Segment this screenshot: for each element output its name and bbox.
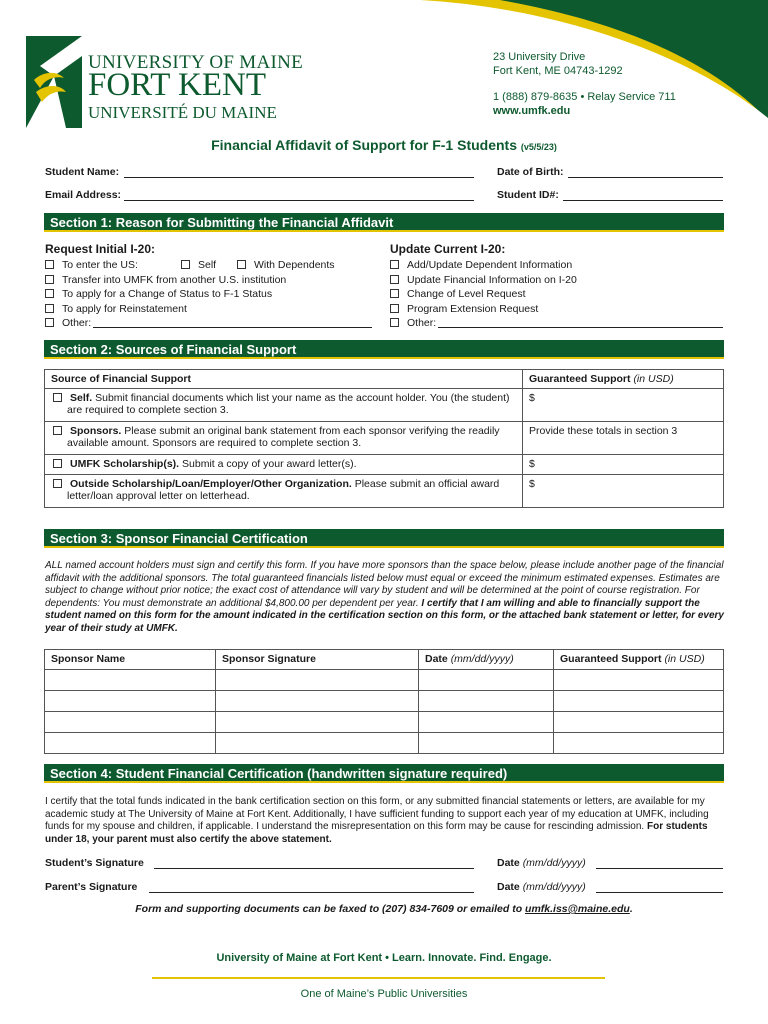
checkbox[interactable] bbox=[53, 393, 62, 402]
sponsor-signature-cell[interactable] bbox=[216, 712, 419, 733]
checkbox[interactable] bbox=[390, 275, 399, 284]
student-id-field[interactable] bbox=[563, 200, 723, 201]
website-link[interactable]: www.umfk.edu bbox=[493, 105, 571, 117]
initial-i20-heading: Request Initial I-20: bbox=[45, 242, 156, 256]
sponsor-date-cell[interactable] bbox=[419, 733, 554, 754]
student-date-label bbox=[497, 857, 586, 869]
address-line1: 23 University Drive bbox=[493, 51, 586, 63]
student-signature-label: Student’s Signature bbox=[45, 857, 144, 869]
footer-divider bbox=[152, 977, 605, 979]
form-title bbox=[0, 137, 768, 153]
option-with-dependents[interactable] bbox=[237, 259, 335, 271]
checkbox[interactable] bbox=[181, 260, 190, 269]
amount-scholarship[interactable]: $ bbox=[523, 455, 724, 475]
sponsor-signature-cell[interactable] bbox=[216, 691, 419, 712]
source-name: Self. bbox=[70, 392, 93, 404]
source-sponsors[interactable] bbox=[45, 422, 523, 455]
phone: 1 (888) 879-8635 • Relay Service 711 bbox=[493, 91, 676, 103]
update-i20-heading: Update Current I-20: bbox=[390, 242, 506, 256]
col-sponsor-name: Sponsor Name bbox=[45, 650, 216, 670]
option-update-financial[interactable] bbox=[390, 274, 577, 286]
sponsor-name-cell[interactable] bbox=[45, 691, 216, 712]
checkbox[interactable] bbox=[45, 304, 54, 313]
option-label: To apply for Reinstatement bbox=[62, 303, 187, 315]
section3-bold-text: I certify that I am willing and able to financially support the student named on this form for the amount indicated in the certification section on this form, or the attached bank statement or letter, for every year of their study at UMFK. bbox=[45, 597, 724, 634]
source-self[interactable] bbox=[45, 389, 523, 422]
footer-tagline: University of Maine at Fort Kent • Learn. Innovate. Find. Engage. bbox=[216, 952, 552, 964]
checkbox[interactable] bbox=[45, 318, 54, 327]
logo-line3: UNIVERSITÉ DU MAINE bbox=[88, 103, 277, 122]
student-name-label: Student Name: bbox=[45, 166, 120, 178]
section4-header: Section 4: Student Financial Certification (handwritten signature required) bbox=[44, 764, 724, 783]
option-label: To enter the US: bbox=[62, 259, 138, 271]
logo-line1: UNIVERSITY OF MAINE bbox=[88, 52, 304, 73]
sponsor-name-cell[interactable] bbox=[45, 670, 216, 691]
checkbox[interactable] bbox=[45, 289, 54, 298]
option-label: Transfer into UMFK from another U.S. institution bbox=[62, 274, 287, 286]
option-change-level[interactable] bbox=[390, 288, 526, 300]
student-signature-field[interactable] bbox=[154, 868, 474, 869]
checkbox[interactable] bbox=[53, 479, 62, 488]
col-guaranteed-support bbox=[554, 650, 724, 670]
student-id-label: Student ID#: bbox=[497, 189, 559, 201]
col-guaranteed-support-label: Guaranteed Support bbox=[560, 653, 662, 665]
table-row bbox=[45, 475, 724, 508]
sponsor-date-cell[interactable] bbox=[419, 712, 554, 733]
fax-text: Form and supporting documents can be faxed to (207) 834-7609 or emailed to bbox=[135, 903, 523, 915]
student-name-field[interactable] bbox=[124, 177, 474, 178]
option-add-dependent[interactable] bbox=[390, 259, 572, 271]
date-format: (mm/dd/yyyy) bbox=[522, 857, 586, 869]
sponsor-name-cell[interactable] bbox=[45, 733, 216, 754]
fax-email-note: Form and supporting documents can be faxed to (207) 834-7609 or emailed to umfk.iss@maine.edu. bbox=[135, 903, 633, 915]
checkbox[interactable] bbox=[237, 260, 246, 269]
option-other-initial[interactable] bbox=[45, 317, 91, 329]
section3-paragraph bbox=[45, 560, 725, 635]
col-sponsor-signature: Sponsor Signature bbox=[216, 650, 419, 670]
checkbox[interactable] bbox=[390, 289, 399, 298]
source-text: Submit a copy of your award letter(s). bbox=[182, 458, 357, 470]
amount-self[interactable]: $ bbox=[523, 389, 724, 422]
section2-header: Section 2: Sources of Financial Support bbox=[44, 340, 724, 359]
section4-text: I certify that the total funds indicated in the bank certification section on this form, or any submitted financial statements or letters, are available for my academic study at The University of Maine at Fort Kent. Additionally, I have sufficient funding to support each year of my education at UMFK, including funds for my spouse and children, if applicable. I understand the misrepresentation on this form may be cause for rescinding admission. bbox=[45, 796, 709, 832]
other-initial-field[interactable] bbox=[93, 327, 372, 328]
table-row bbox=[45, 691, 724, 712]
col-guaranteed-support-unit: (in USD) bbox=[664, 653, 705, 665]
table-row bbox=[45, 733, 724, 754]
email-field[interactable] bbox=[124, 200, 474, 201]
col-date-format: (mm/dd/yyyy) bbox=[450, 653, 514, 665]
source-scholarship[interactable] bbox=[45, 455, 523, 475]
option-enter-us[interactable] bbox=[45, 259, 138, 271]
logo-line2: FORT KENT bbox=[88, 67, 267, 103]
date-label: Date bbox=[497, 881, 520, 893]
table-row bbox=[45, 389, 724, 422]
option-self[interactable] bbox=[181, 259, 216, 271]
col-guaranteed-label: Guaranteed Support bbox=[529, 373, 631, 385]
financial-support-table bbox=[44, 369, 724, 508]
checkbox[interactable] bbox=[45, 260, 54, 269]
amount-outside[interactable]: $ bbox=[523, 475, 724, 508]
option-transfer[interactable] bbox=[45, 274, 286, 286]
table-header-row bbox=[45, 650, 724, 670]
umfk-logo-icon bbox=[26, 36, 82, 128]
footer-public: One of Maine’s Public Universities bbox=[300, 988, 468, 1000]
section4-bold-text: For students under 18, your parent must also certify the above statement. bbox=[45, 821, 708, 845]
source-text: Please submit an official award letter/loan approval letter on letterhead. bbox=[67, 478, 500, 502]
sponsor-date-cell[interactable] bbox=[419, 670, 554, 691]
source-text: Submit financial documents which list your name as the account holder. You (the student) are required to complete section 3. bbox=[67, 392, 510, 416]
date-label: Date bbox=[497, 857, 520, 869]
table-header-row bbox=[45, 370, 724, 389]
option-change-status[interactable] bbox=[45, 288, 272, 300]
other-update-field[interactable] bbox=[438, 327, 723, 328]
sponsor-amount-cell[interactable] bbox=[554, 712, 724, 733]
col-source: Source of Financial Support bbox=[45, 370, 523, 389]
section3-header: Section 3: Sponsor Financial Certification bbox=[44, 529, 724, 548]
sponsor-amount-cell[interactable] bbox=[554, 670, 724, 691]
address-line2: Fort Kent, ME 04743-1292 bbox=[493, 65, 623, 77]
form-version: (v5/5/23) bbox=[520, 142, 557, 152]
checkbox[interactable] bbox=[45, 275, 54, 284]
option-program-extension[interactable] bbox=[390, 303, 538, 315]
checkbox[interactable] bbox=[53, 426, 62, 435]
sponsor-table bbox=[44, 649, 724, 754]
student-date-field[interactable] bbox=[596, 868, 723, 869]
table-row bbox=[45, 670, 724, 691]
option-label: Add/Update Dependent Information bbox=[407, 259, 573, 271]
col-date-label: Date bbox=[425, 653, 448, 665]
parent-signature-label: Parent’s Signature bbox=[45, 881, 138, 893]
sponsor-signature-cell[interactable] bbox=[216, 733, 419, 754]
source-outside[interactable] bbox=[45, 475, 523, 508]
option-label: Other: bbox=[62, 317, 92, 329]
sponsor-amount-cell[interactable] bbox=[554, 691, 724, 712]
section3-italic-text: ALL named account holders must sign and certify this form. If you have more sponsors than the space below, please include another page of the financial affidavit with the additional sponsors. The total guaranteed financials listed below must equal or exceed the minimum estimated expenses. Estimates are subject to change without prior notice; the exact cost of attendance will vary by student and will be determined at the point of course registration. For dependents: You must demonstrate an additional $4,800.00 per dependent per year. bbox=[45, 560, 724, 609]
source-text: Please submit an original bank statement from each sponsor verifying the readily available amount. Sponsors are required to complete section 3. bbox=[67, 425, 500, 449]
section1-header: Section 1: Reason for Submitting the Financial Affidavit bbox=[44, 213, 724, 232]
sponsor-date-cell[interactable] bbox=[419, 691, 554, 712]
option-other-update[interactable] bbox=[390, 317, 436, 329]
option-label: To apply for a Change of Status to F-1 Status bbox=[62, 288, 273, 300]
checkbox[interactable] bbox=[390, 318, 399, 327]
source-name: Outside Scholarship/Loan/Employer/Other Organization. bbox=[70, 478, 352, 490]
email-label: Email Address: bbox=[45, 189, 122, 201]
col-date bbox=[419, 650, 554, 670]
sponsor-name-cell[interactable] bbox=[45, 712, 216, 733]
source-name: Sponsors. bbox=[70, 425, 122, 437]
date-format: (mm/dd/yyyy) bbox=[522, 881, 586, 893]
option-label: Update Financial Information on I-20 bbox=[407, 274, 577, 286]
amount-sponsors: Provide these totals in section 3 bbox=[523, 422, 724, 455]
checkbox[interactable] bbox=[390, 260, 399, 269]
option-label: Other: bbox=[407, 317, 437, 329]
parent-date-label bbox=[497, 881, 586, 893]
checkbox[interactable] bbox=[53, 459, 62, 468]
form-title-text: Financial Affidavit of Support for F-1 Students bbox=[211, 137, 517, 153]
table-row bbox=[45, 422, 724, 455]
section4-paragraph bbox=[45, 796, 725, 846]
option-reinstatement[interactable] bbox=[45, 303, 187, 315]
parent-date-field[interactable] bbox=[596, 892, 723, 893]
source-name: UMFK Scholarship(s). bbox=[70, 458, 180, 470]
col-guaranteed bbox=[523, 370, 724, 389]
option-label: Self bbox=[198, 259, 217, 271]
checkbox[interactable] bbox=[390, 304, 399, 313]
email-link[interactable]: umfk.iss@maine.edu bbox=[525, 903, 630, 915]
parent-signature-field[interactable] bbox=[149, 892, 474, 893]
option-label: Program Extension Request bbox=[407, 303, 539, 315]
table-row bbox=[45, 455, 724, 475]
sponsor-amount-cell[interactable] bbox=[554, 733, 724, 754]
option-label: With Dependents bbox=[254, 259, 335, 271]
sponsor-signature-cell[interactable] bbox=[216, 670, 419, 691]
dob-label: Date of Birth: bbox=[497, 166, 564, 178]
table-row bbox=[45, 712, 724, 733]
col-guaranteed-unit: (in USD) bbox=[633, 373, 674, 385]
dob-field[interactable] bbox=[568, 177, 723, 178]
option-label: Change of Level Request bbox=[407, 288, 526, 300]
